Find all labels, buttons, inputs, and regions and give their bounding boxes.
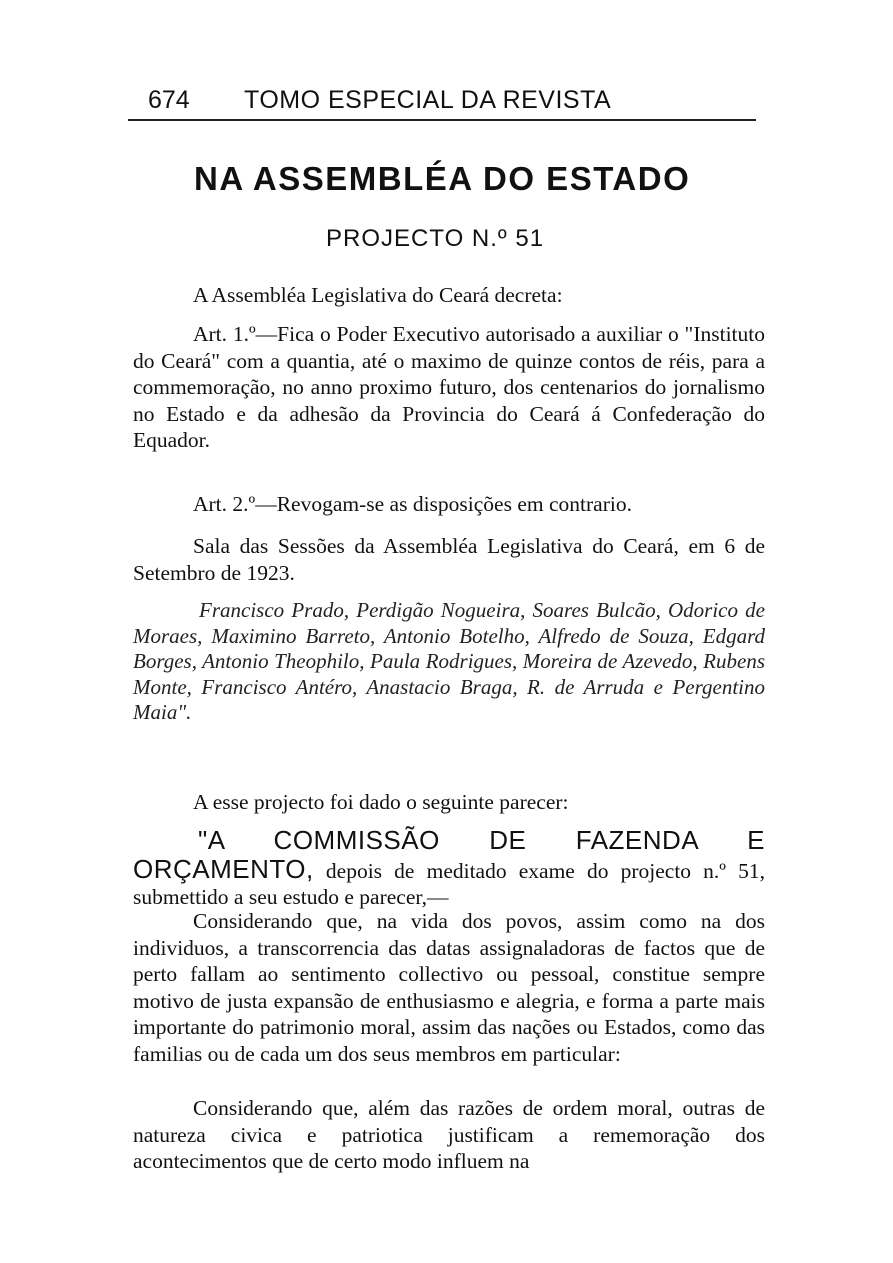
running-header [128,86,768,126]
article-2: Art. 2.º—Revogam-se as disposições em contrario. [193,492,632,516]
running-title: TOMO ESPECIAL DA REVISTA [244,86,612,114]
commission-statement: depois de meditado exame do projecto n.º 51, submettido a seu estudo e parecer,— [133,858,765,909]
commission-name: "A COMMISSÃO DE FAZENDA E ORÇAMENTO, [133,825,765,884]
session-date: Sala das Sessões da Assembléa Legislativa do Ceará, em 6 de Setembro de 1923. [133,534,765,585]
considerando-1: Considerando que, na vida dos povos, assim como na dos individuos, a transcorrencia das datas assignaladoras de factos que de perto fallam ao sentimento collectivo ou pessoal, constitue sempre motivo de justa expansão de enthusiasmo e alegria, e forma a parte mais importante do patrimonio moral, assim das nações ou Estados, como das familias ou de cada um dos seus membros em particular: [133,909,765,1066]
article-1: Art. 1.º—Fica o Poder Executivo autorisado a auxiliar o "Instituto do Ceará" com a quantia, até o maximo de quinze contos de réis, para a commemoração, no anno proximo futuro, dos centenarios do jornalismo no Estado e da adhesão da Provincia do Ceará á Confederação do Equador. [133,322,765,452]
project-number-heading: PROJECTO N.º 51 [326,225,545,252]
decree-intro: A Assembléa Legislativa do Ceará decreta: [193,283,563,307]
header-rule [128,119,756,121]
page-number: 674 [148,86,190,114]
parecer-intro: A esse projecto foi dado o seguinte parecer: [193,790,569,814]
considerando-2: Considerando que, além das razões de ordem moral, outras de natureza civica e patriotica justificam a rememoração dos acontecimentos que de certo modo influem na [133,1096,765,1173]
section-heading: NA ASSEMBLÉA DO ESTADO [194,160,691,197]
signatories: Francisco Prado, Perdigão Nogueira, Soares Bulcão, Odorico de Moraes, Maximino Barreto, Antonio Botelho, Alfredo de Souza, Edgard Borges, Antonio Theophilo, Paula Rodrigues, Moreira de Azevedo, Rubens Monte, Francisco Antéro, Anastacio Braga, R. de Arruda e Pergentino Maia". [133,598,765,724]
commission-opening [133,827,765,911]
